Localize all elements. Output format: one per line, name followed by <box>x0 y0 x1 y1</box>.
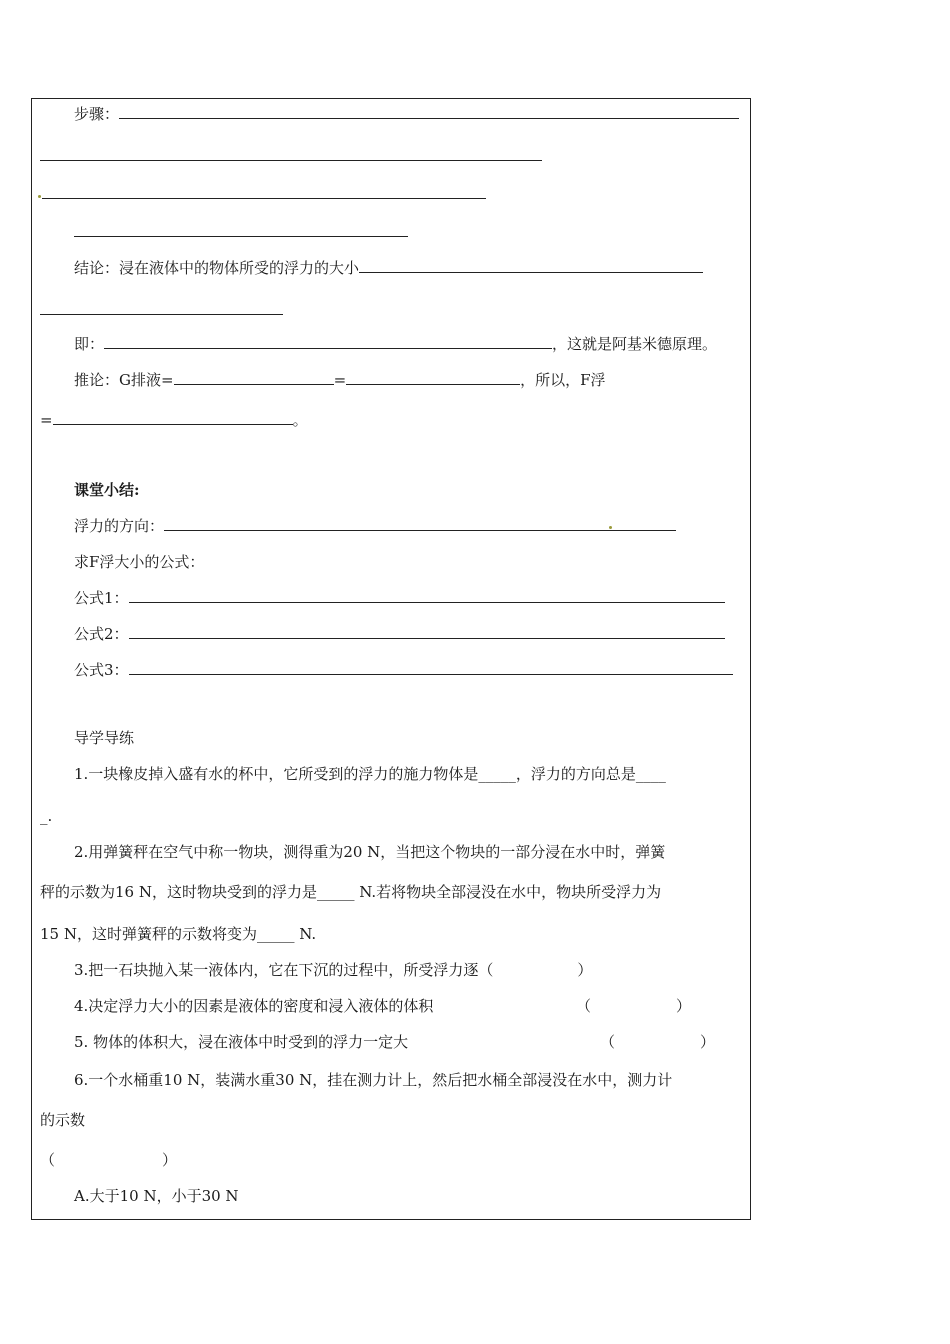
inference-eq: = <box>333 371 347 389</box>
formula-1-blank[interactable] <box>129 588 725 603</box>
inference-end: 。 <box>292 411 308 429</box>
inference-line-2 <box>40 410 308 430</box>
speck-mark <box>38 195 41 198</box>
summary-direction-line <box>74 516 676 536</box>
steps-blank-line-2 <box>40 146 542 166</box>
ji-suffix: ，这就是阿基米德原理。 <box>552 335 718 353</box>
question-1: 1.一块橡皮掉入盛有水的杯中，它所受到的浮力的施力物体是_____，浮力的方向总是____ <box>74 765 666 783</box>
question-1-cont: _. <box>40 807 53 825</box>
conclusion-blank-line-2 <box>40 300 283 320</box>
ji-line <box>74 334 717 354</box>
inference-so: ，所以，F浮 <box>520 371 606 389</box>
question-6-open: （ <box>40 1151 56 1169</box>
conclusion-blank-1[interactable] <box>359 258 703 273</box>
question-3-text: 3.把一石块抛入某一液体内，它在下沉的过程中，所受浮力逐（ <box>74 961 494 979</box>
ji-blank[interactable] <box>104 334 552 349</box>
steps-blank-3[interactable] <box>42 184 486 199</box>
summary-title: 课堂小结: <box>74 481 140 499</box>
conclusion-blank-2[interactable] <box>40 300 283 315</box>
question-2: 2.用弹簧秤在空气中称一物块，测得重为20 N，当把这个物块的一部分浸在水中时，弹簧 <box>74 843 666 861</box>
summary-formula-intro: 求F浮大小的公式： <box>74 553 205 571</box>
summary-formula-1 <box>74 588 725 608</box>
formula-2-label: 公式2： <box>74 625 129 643</box>
question-3 <box>74 960 592 980</box>
speck-mark <box>609 526 612 529</box>
question-4-open: （ <box>576 997 592 1015</box>
summary-direction-label: 浮力的方向： <box>74 517 165 535</box>
question-6: 6.一个水桶重10 N，装满水重30 N，挂在测力计上，然后把水桶全部浸没在水中，测力计 <box>74 1071 673 1089</box>
formula-3-blank[interactable] <box>129 660 733 675</box>
summary-direction-blank[interactable] <box>164 516 676 531</box>
practice-title: 导学导练 <box>74 729 135 747</box>
steps-blank-1[interactable] <box>119 104 739 119</box>
summary-formula-3 <box>74 660 733 680</box>
question-4: 4.决定浮力大小的因素是液体的密度和浸入液体的体积 <box>74 997 434 1015</box>
option-a: A.大于10 N，小于30 N <box>74 1187 239 1205</box>
inference-blank-3[interactable] <box>53 410 293 425</box>
steps-blank-line-3 <box>42 184 486 204</box>
formula-3-label: 公式3： <box>74 661 129 679</box>
question-6-close: ） <box>162 1151 178 1169</box>
question-5-close: ） <box>700 1033 716 1051</box>
ji-prefix: 即： <box>74 335 105 353</box>
question-4-close: ） <box>676 997 692 1015</box>
steps-line <box>74 104 739 124</box>
conclusion-line <box>74 258 703 278</box>
steps-blank-line-4 <box>74 222 408 242</box>
steps-label: 步骤： <box>74 105 120 123</box>
question-2-cont-1: 秤的示数为16 N，这时物块受到的浮力是_____ N.若将物块全部浸没在水中，物块所受浮力为 <box>40 883 662 901</box>
question-6-cont: 的示数 <box>40 1111 86 1129</box>
inference-line <box>74 370 606 390</box>
inference-eq2: = <box>40 411 53 429</box>
question-5-open: （ <box>600 1033 616 1051</box>
question-2-cont-2: 15 N，这时弹簧秤的示数将变为_____ N. <box>40 925 317 943</box>
formula-2-blank[interactable] <box>129 624 725 639</box>
steps-blank-2[interactable] <box>40 146 542 161</box>
inference-label: 推论：G排液= <box>74 371 174 389</box>
inference-blank-2[interactable] <box>346 370 520 385</box>
conclusion-label: 结论：浸在液体中的物体所受的浮力的大小 <box>74 259 360 277</box>
inference-blank-1[interactable] <box>174 370 334 385</box>
summary-formula-2 <box>74 624 725 644</box>
question-3-close: ） <box>577 961 593 979</box>
question-5: 5. 物体的体积大，浸在液体中时受到的浮力一定大 <box>74 1033 409 1051</box>
formula-1-label: 公式1： <box>74 589 129 607</box>
steps-blank-4[interactable] <box>74 222 408 237</box>
